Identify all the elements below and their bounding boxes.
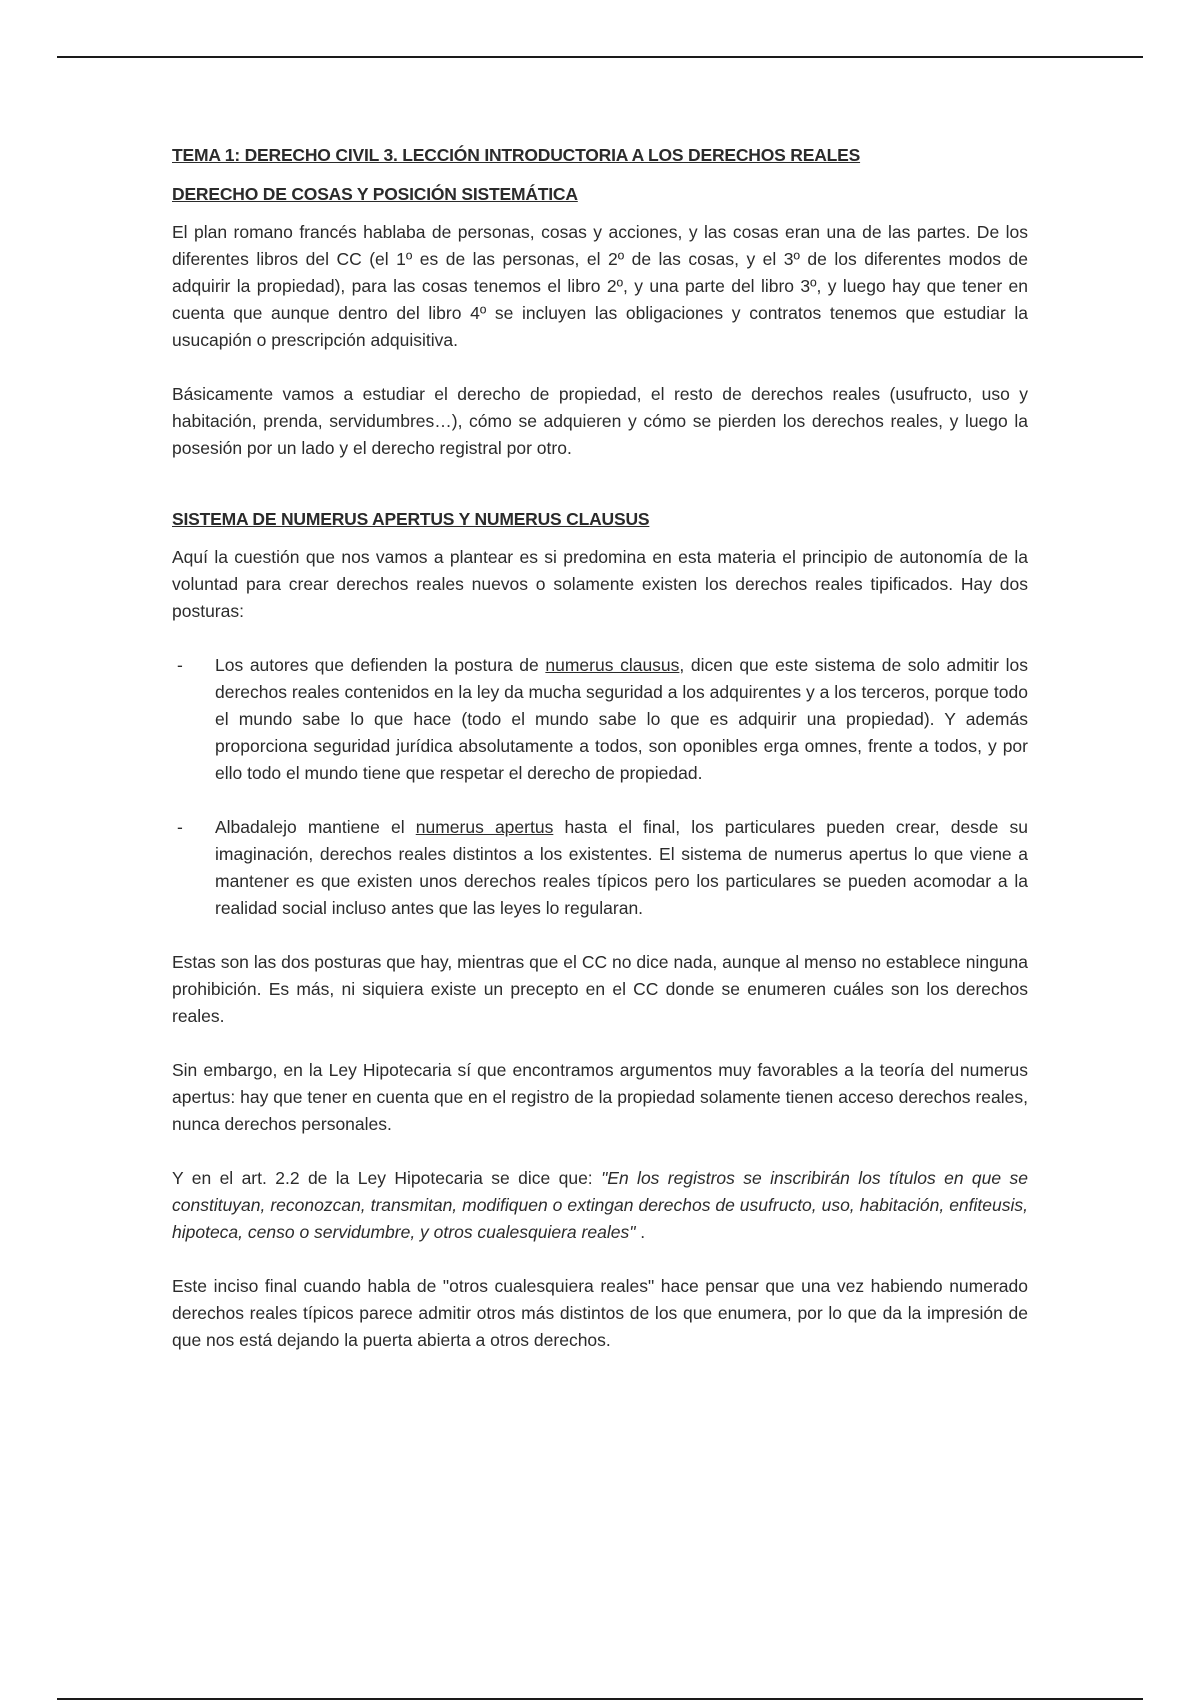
- legal-quote: "En los registros se inscribirán los títulos en que se constituyan, reconozcan, transmitan, modifiquen o extingan derechos de usufructo, uso, habitación, enfiteusis, hipoteca, censo o servidumbre, y otros cualesquiera reales": [172, 1168, 1028, 1242]
- dash-bullet-icon: -: [177, 655, 183, 675]
- list-item-text-before: Albadalejo mantiene el: [215, 817, 416, 837]
- paragraph: Aquí la cuestión que nos vamos a plantear es si predomina en esta materia el principio de autonomía de la voluntad para crear derechos reales nuevos o solamente existen los derechos reales tipificados. Hay dos posturas:: [172, 547, 1028, 621]
- list-item: [172, 652, 1028, 787]
- list-item-text-after: hasta el final, los particulares pueden crear, desde su imaginación, derechos reales distintos a los existentes. El sistema de numerus apertus lo que viene a mantener es que existen unos derechos reales típicos pero los particulares se pueden acomodar a la realidad social incluso antes que las leyes lo regularan.: [215, 817, 1029, 918]
- underlined-term: numerus apertus: [415, 817, 554, 837]
- list-item-text-after: , dicen que este sistema de solo admitir los derechos reales contenidos en la ley da mucha seguridad a los adquirentes y a los terceros, porque todo el mundo sabe lo que hace (todo el mundo sabe lo que es adquirir una propiedad). Y además proporciona seguridad jurídica absolutamente a todos, son oponibles erga omnes, frente a todos, y por ello todo el mundo tiene que respetar el derecho de propiedad.: [215, 655, 1028, 783]
- header-rule: [57, 56, 1143, 58]
- underlined-term: numerus clausus: [545, 655, 680, 675]
- quote-lead-text: Y en el art. 2.2 de la Ley Hipotecaria se dice que:: [172, 1168, 602, 1188]
- paragraph: Sin embargo, en la Ley Hipotecaria sí que encontramos argumentos muy favorables a la teoría del numerus apertus: hay que tener en cuenta que en el registro de la propiedad solamente tienen acceso derechos reales, nunca derechos personales.: [172, 1060, 1028, 1134]
- postures-list: [172, 652, 1028, 922]
- paragraph: Estas son las dos posturas que hay, mientras que el CC no dice nada, aunque al menso no establece ninguna prohibición. Es más, ni siquiera existe un precepto en el CC donde se enumeren cuáles son los derechos reales.: [172, 952, 1028, 1026]
- list-item-text-before: Los autores que defienden la postura de: [215, 655, 546, 675]
- paragraph-with-quote: [172, 1165, 1028, 1246]
- document-title: TEMA 1: DERECHO CIVIL 3. LECCIÓN INTRODUCTORIA A LOS DERECHOS REALES: [172, 145, 861, 165]
- document-page: [172, 142, 1028, 1381]
- dash-bullet-icon: -: [177, 817, 183, 837]
- section-heading-numerus: SISTEMA DE NUMERUS APERTUS Y NUMERUS CLAUSUS: [172, 509, 650, 529]
- paragraph: Este inciso final cuando habla de "otros cualesquiera reales" hace pensar que una vez habiendo numerado derechos reales típicos parece admitir otros más distintos de los que enumera, por lo que da la impresión de que nos está dejando la puerta abierta a otros derechos.: [172, 1276, 1028, 1350]
- list-item: [172, 814, 1028, 922]
- paragraph: El plan romano francés hablaba de personas, cosas y acciones, y las cosas eran una de las partes. De los diferentes libros del CC (el 1º es de las personas, el 2º de las cosas, y el 3º de los diferentes modos de adquirir la propiedad), para las cosas tenemos el libro 2º, y una parte del libro 3º, y luego hay que tener en cuenta que aunque dentro del libro 4º se incluyen las obligaciones y contratos tenemos que estudiar la usucapión o prescripción adquisitiva.: [172, 222, 1028, 350]
- paragraph: Básicamente vamos a estudiar el derecho de propiedad, el resto de derechos reales (usufructo, uso y habitación, prenda, servidumbres…), cómo se adquieren y cómo se pierden los derechos reales, y luego la posesión por un lado y el derecho registral por otro.: [172, 384, 1028, 458]
- quote-trailing-text: .: [635, 1222, 646, 1242]
- section-heading-derecho-de-cosas: DERECHO DE COSAS Y POSICIÓN SISTEMÁTICA: [172, 184, 578, 204]
